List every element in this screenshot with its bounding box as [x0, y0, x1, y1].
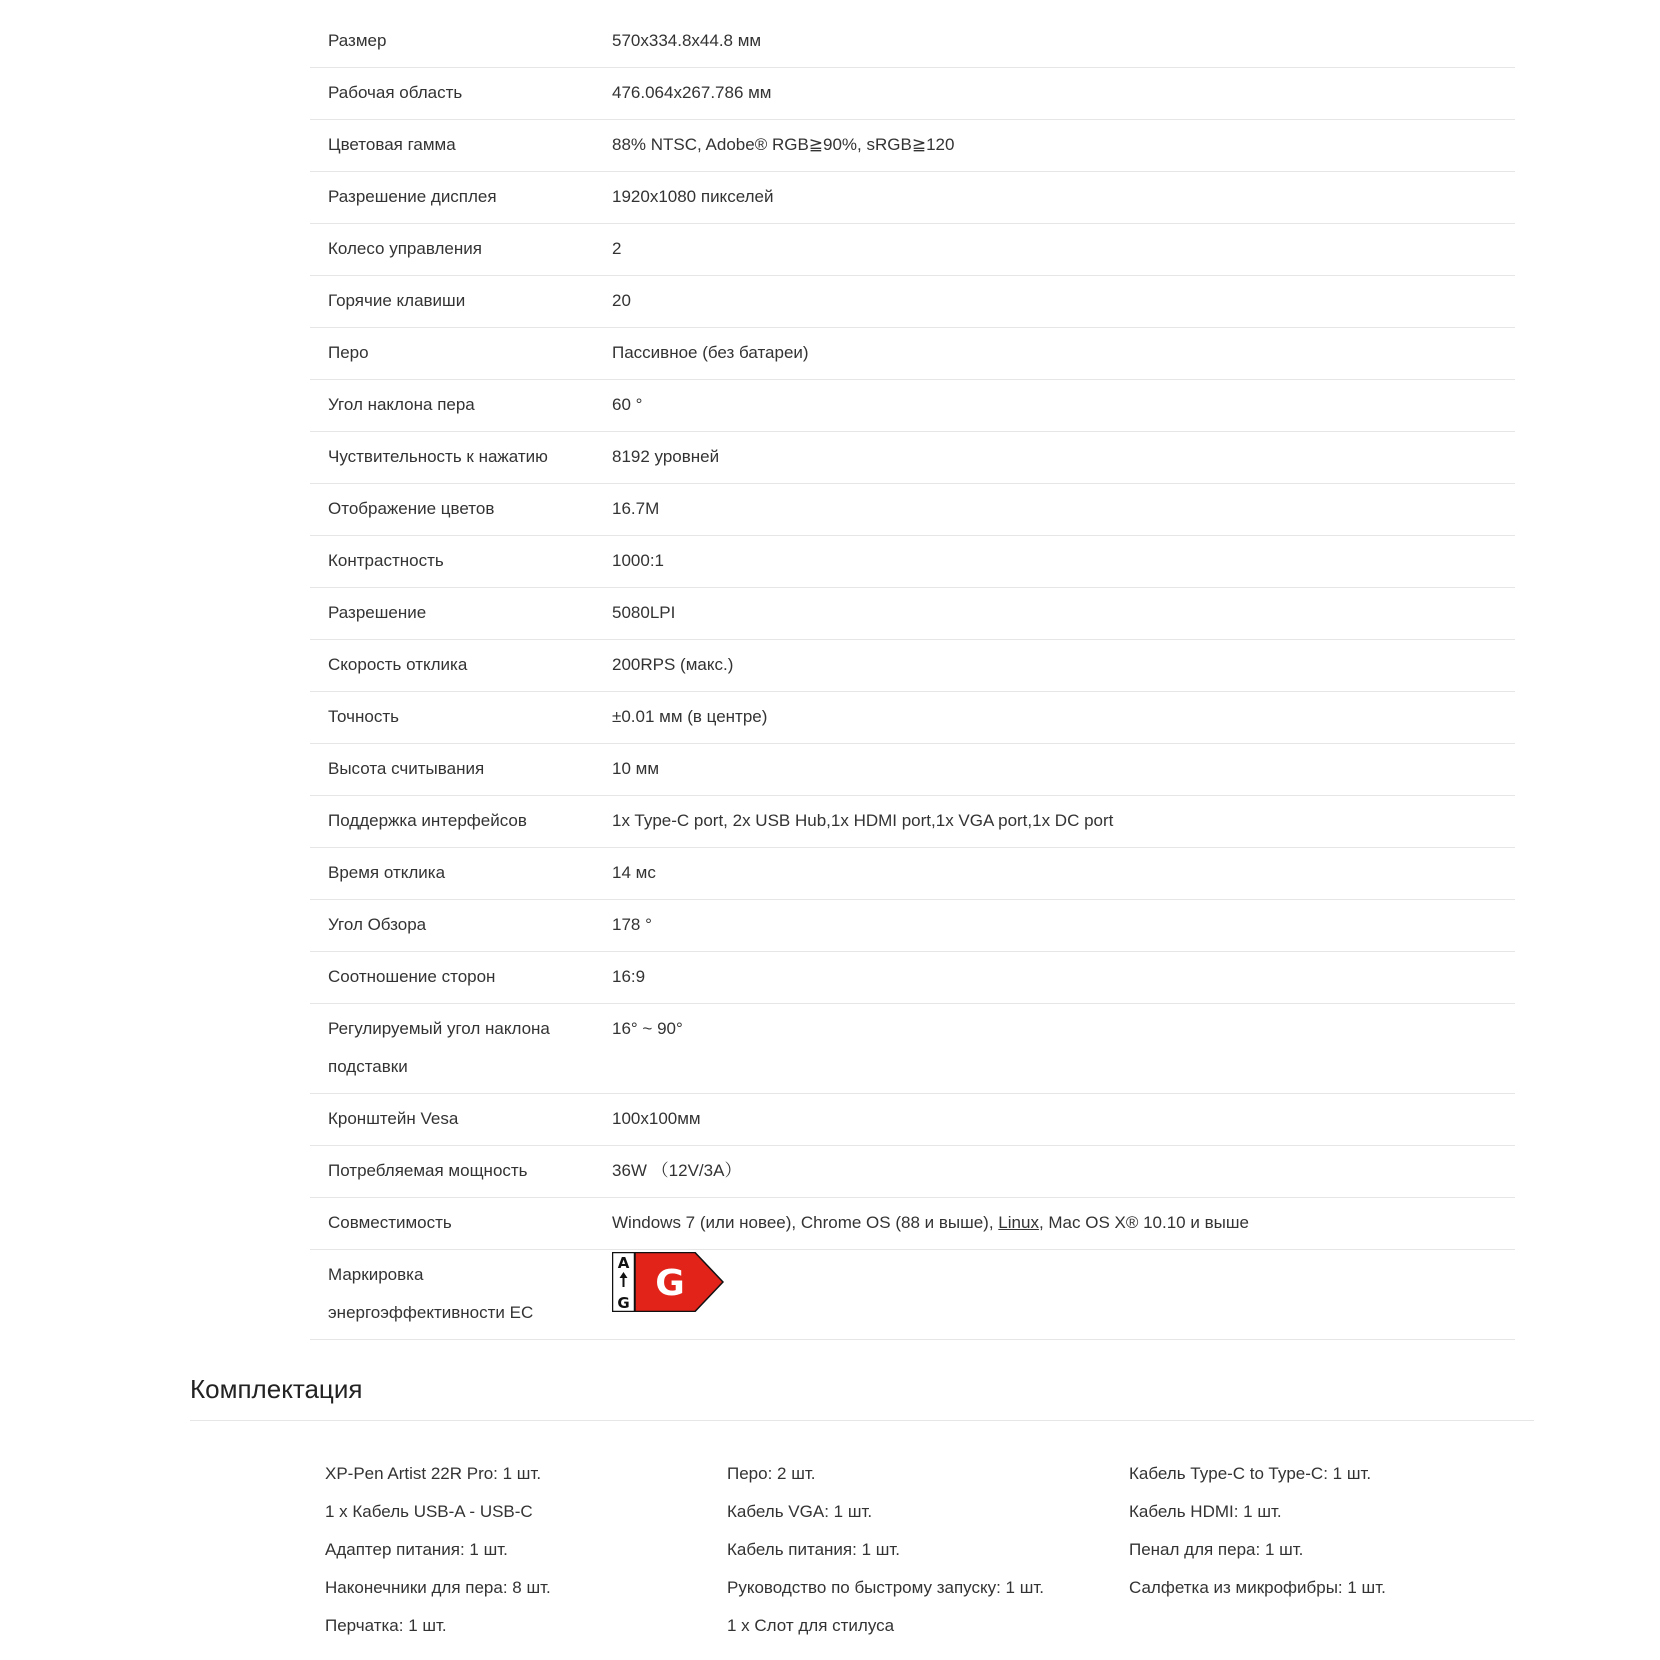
- spec-value: 36W （12V/3A）: [612, 1146, 1515, 1198]
- spec-label: Разрешение дисплея: [310, 172, 612, 224]
- kit-item: Кабель HDMI: 1 шт.: [1129, 1502, 1282, 1521]
- kit-item: 1 x Кабель USB-A - USB-C: [325, 1502, 533, 1521]
- spec-value: 1920x1080 пикселей: [612, 172, 1515, 224]
- spec-value: 5080LPI: [612, 588, 1515, 640]
- spec-row: [310, 68, 1515, 120]
- specs-table: [310, 16, 1515, 1340]
- spec-label: Маркировка энергоэффективности ЕС: [310, 1250, 612, 1340]
- spec-label: Скорость отклика: [310, 640, 612, 692]
- spec-value: 178 °: [612, 900, 1515, 952]
- spec-row: [310, 744, 1515, 796]
- spec-row: [310, 1094, 1515, 1146]
- spec-row: [310, 536, 1515, 588]
- spec-value: ±0.01 мм (в центре): [612, 692, 1515, 744]
- spec-row: [310, 1146, 1515, 1198]
- spec-value: 16.7M: [612, 484, 1515, 536]
- spec-row: [310, 640, 1515, 692]
- spec-value: Пассивное (без батареи): [612, 328, 1515, 380]
- kit-item: Салфетка из микрофибры: 1 шт.: [1129, 1578, 1386, 1597]
- spec-label: Регулируемый угол наклона подставки: [310, 1004, 612, 1094]
- spec-row: [310, 692, 1515, 744]
- spec-value: 2: [612, 224, 1515, 276]
- spec-label: Время отклика: [310, 848, 612, 900]
- kit-item: Перчатка: 1 шт.: [325, 1616, 447, 1635]
- spec-row: [310, 484, 1515, 536]
- spec-label: Точность: [310, 692, 612, 744]
- spec-label: Высота считывания: [310, 744, 612, 796]
- spec-row-energy-label: [310, 1250, 1515, 1340]
- kit-item: Кабель питания: 1 шт.: [727, 1540, 901, 1559]
- spec-value: 20: [612, 276, 1515, 328]
- spec-label: Колесо управления: [310, 224, 612, 276]
- kit-column: [1129, 1455, 1531, 1645]
- spec-row: [310, 952, 1515, 1004]
- specs-table-body: [310, 16, 1515, 1198]
- spec-label: Отображение цветов: [310, 484, 612, 536]
- kit-columns: [325, 1455, 1545, 1645]
- spec-label: Поддержка интерфейсов: [310, 796, 612, 848]
- spec-label: Контрастность: [310, 536, 612, 588]
- kit-divider: [190, 1420, 1534, 1421]
- spec-label: Кронштейн Vesa: [310, 1094, 612, 1146]
- spec-row: [310, 588, 1515, 640]
- compatibility-text-before: Windows 7 (или новее), Chrome OS (88 и выше),: [612, 1213, 999, 1232]
- spec-value: 16° ~ 90°: [612, 1004, 1515, 1094]
- spec-label: Размер: [310, 16, 612, 68]
- kit-item: 1 x Слот для стилуса: [727, 1616, 895, 1635]
- energy-scale-bottom: G: [617, 1294, 630, 1312]
- spec-value-energy-label: [612, 1250, 1515, 1340]
- spec-label: Перо: [310, 328, 612, 380]
- spec-label: Рабочая область: [310, 68, 612, 120]
- spec-value-compatibility: [612, 1198, 1515, 1250]
- spec-row: [310, 432, 1515, 484]
- spec-value: 570x334.8x44.8 мм: [612, 16, 1515, 68]
- spec-label: Разрешение: [310, 588, 612, 640]
- spec-label: Соотношение сторон: [310, 952, 612, 1004]
- spec-row: [310, 120, 1515, 172]
- spec-label: Цветовая гамма: [310, 120, 612, 172]
- spec-row: [310, 172, 1515, 224]
- spec-row: [310, 796, 1515, 848]
- spec-value: 10 мм: [612, 744, 1515, 796]
- kit-item: Перо: 2 шт.: [727, 1464, 816, 1483]
- spec-label: Чуствительность к нажатию: [310, 432, 612, 484]
- spec-row-compatibility: [310, 1198, 1515, 1250]
- kit-heading: Комплектация: [190, 1374, 363, 1404]
- spec-row: [310, 16, 1515, 68]
- kit-item: Кабель Type-C to Type-C: 1 шт.: [1129, 1464, 1372, 1483]
- kit-item: Пенал для пера: 1 шт.: [1129, 1540, 1304, 1559]
- spec-value: 1x Type-C port, 2x USB Hub,1x HDMI port,1x VGA port,1x DC port: [612, 796, 1515, 848]
- spec-value: 200RPS (макс.): [612, 640, 1515, 692]
- spec-row: [310, 380, 1515, 432]
- compatibility-text-after: , Mac OS X® 10.10 и выше: [1038, 1213, 1249, 1232]
- spec-label: Совместимость: [310, 1198, 612, 1250]
- spec-row: [310, 1004, 1515, 1094]
- kit-item: Руководство по быстрому запуску: 1 шт.: [727, 1578, 1044, 1597]
- spec-row: [310, 224, 1515, 276]
- kit-column: [325, 1455, 727, 1645]
- energy-class-letter: G: [655, 1263, 685, 1304]
- kit-item: Наконечники для пера: 8 шт.: [325, 1578, 551, 1597]
- spec-row: [310, 276, 1515, 328]
- spec-value: 14 мс: [612, 848, 1515, 900]
- spec-value: 476.064x267.786 мм: [612, 68, 1515, 120]
- energy-efficiency-g-icon: [612, 1252, 724, 1312]
- kit-item: XP-Pen Artist 22R Pro: 1 шт.: [325, 1464, 542, 1483]
- spec-value: 16:9: [612, 952, 1515, 1004]
- spec-row: [310, 848, 1515, 900]
- spec-value: 8192 уровней: [612, 432, 1515, 484]
- spec-label: Угол Обзора: [310, 900, 612, 952]
- kit-item: Адаптер питания: 1 шт.: [325, 1540, 508, 1559]
- spec-row: [310, 328, 1515, 380]
- kit-item: Кабель VGA: 1 шт.: [727, 1502, 873, 1521]
- spec-value: 88% NTSC, Adobe® RGB≧90%, sRGB≧120: [612, 120, 1515, 172]
- kit-column: [727, 1455, 1129, 1645]
- spec-label: Горячие клавиши: [310, 276, 612, 328]
- energy-scale-top: A: [617, 1254, 630, 1272]
- linux-link[interactable]: Linux: [998, 1213, 1039, 1232]
- spec-label: Потребляемая мощность: [310, 1146, 612, 1198]
- spec-value: 60 °: [612, 380, 1515, 432]
- spec-label: Угол наклона пера: [310, 380, 612, 432]
- spec-value: 1000:1: [612, 536, 1515, 588]
- spec-value: 100x100мм: [612, 1094, 1515, 1146]
- spec-row: [310, 900, 1515, 952]
